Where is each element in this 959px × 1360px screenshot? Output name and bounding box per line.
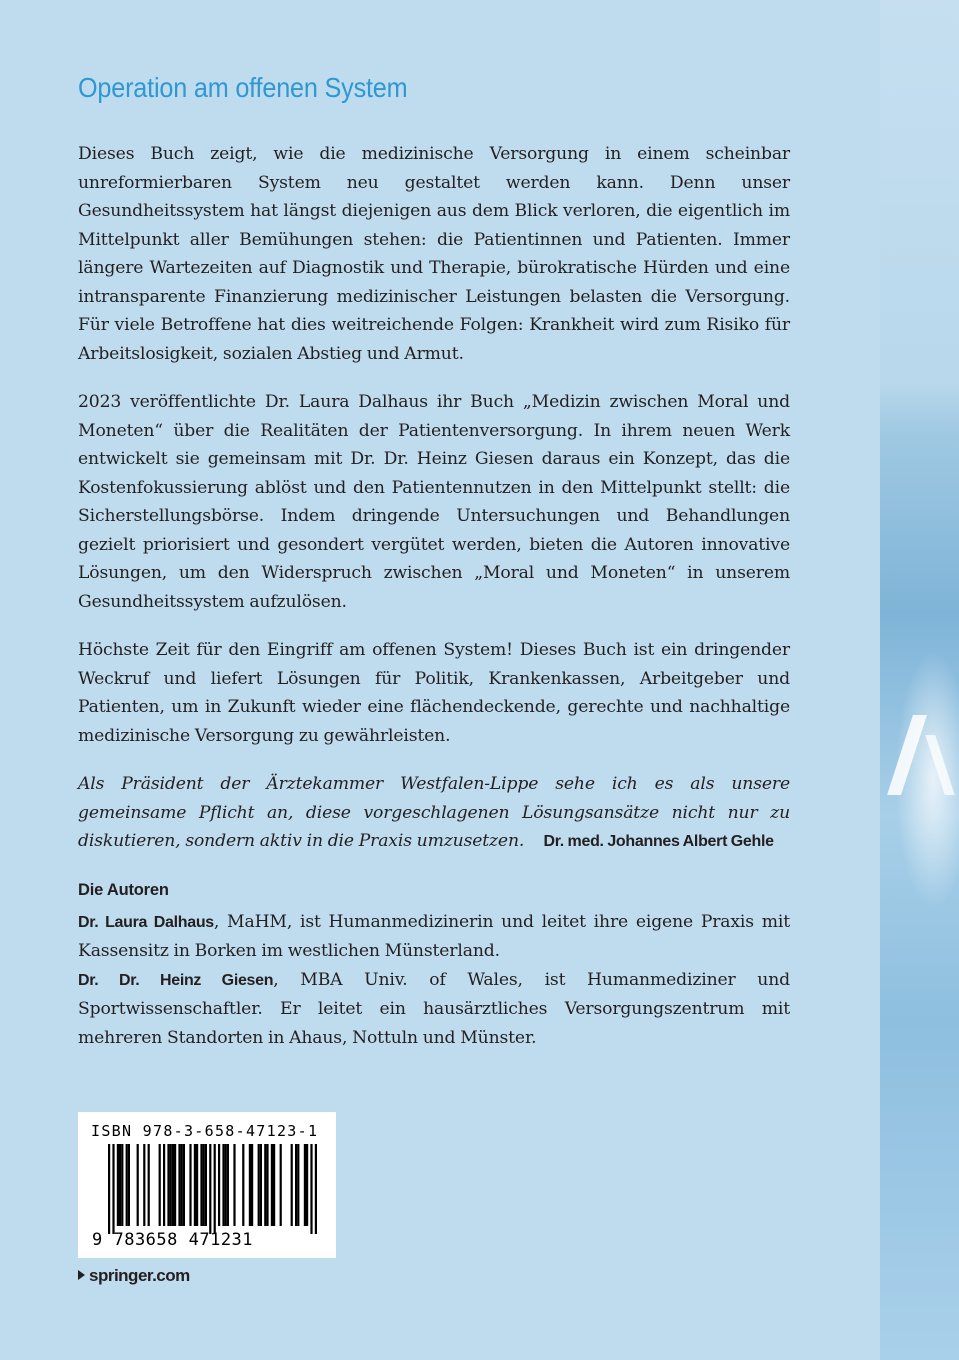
barcode-bar	[225, 1144, 227, 1226]
author-bio-text: , MaHM, ist Humanmedizinerin und leitet ihre eigene Praxis mit Kassensitz in Borken im westlichen Münsterland.	[78, 911, 790, 961]
paragraph-call: Höchste Zeit für den Eingriff am offenen System! Dieses Buch ist ein dringender Weckruf und liefert Lösungen für Politik, Krankenkassen, Arbeitgeber und Patienten, um in Zukunft wieder eine flächendeckende, gerechte und nachhaltige medizinische Versorgung zu gewährleisten.	[78, 640, 790, 746]
barcode-bar	[251, 1144, 253, 1226]
barcode-bar	[159, 1144, 161, 1226]
barcode-bar	[181, 1144, 183, 1226]
barcode-bar	[295, 1144, 297, 1226]
barcode-bar	[137, 1144, 139, 1226]
barcode-bar	[227, 1144, 229, 1226]
barcode-bar	[108, 1144, 110, 1234]
barcode-bar	[306, 1144, 308, 1226]
barcode-bar	[119, 1144, 121, 1226]
author-bio-text: , MBA Univ. of Wales, ist Humanmediziner und Sportwissenschaftler. Er leitet ein hausärztliches Versorgungszentrum mit mehreren Standorten in Ahaus, Nottuln und Münster.	[78, 969, 790, 1048]
barcode-bar	[242, 1144, 244, 1226]
publisher-link-text: springer.com	[89, 1266, 190, 1285]
barcode-bar	[218, 1144, 220, 1226]
author-bio	[78, 908, 790, 966]
barcode-bar	[194, 1144, 196, 1226]
barcode-bar	[117, 1144, 119, 1226]
author-name: Dr. Dr. Heinz Giesen	[78, 971, 274, 989]
author-name: Dr. Laura Dalhaus	[78, 913, 214, 931]
barcode-bar	[196, 1144, 198, 1226]
back-cover-text	[78, 72, 790, 1052]
authors-heading: Die Autoren	[78, 880, 169, 899]
barcode-bar	[178, 1144, 180, 1226]
barcode-bar	[266, 1144, 268, 1226]
paragraph-background: 2023 veröffentlichte Dr. Laura Dalhaus ihr Buch „Medizin zwischen Moral und Moneten“ über die Realitäten der Patientenversorgung. In ihrem neuen Werk entwickelt sie gemeinsam mit Dr. Dr. Heinz Giesen daraus ein Konzept, das die Kostenfokussierung ablöst und den Patientennutzen in den Mittelpunkt stellt: die Sicherstellungsbörse. Indem dringende Untersuchungen und Behandlungen gezielt priorisiert und gesondert vergütet werden, bieten die Autoren innovative Lösungen, um den Widerspruch zwischen „Moral und Moneten“ in unserem Gesundheitssystem aufzulösen.	[78, 392, 790, 612]
barcode-digits: 9 783658 471231	[92, 1230, 254, 1250]
barcode-bar	[170, 1144, 172, 1226]
arrow-right-icon	[78, 1270, 85, 1280]
barcode-bar	[183, 1144, 185, 1226]
publisher-link[interactable]	[78, 1266, 190, 1286]
book-title: Operation am offenen System	[78, 72, 408, 103]
quote-text: Als Präsident der Ärztekammer Westfalen-Lippe sehe ich es als unsere gemeinsame Pflicht an, diese vorgeschlagenen Lösungsansätze nicht nur zu diskutieren, sondern aktiv in die Praxis umzusetzen.	[78, 774, 790, 851]
barcode-bar	[214, 1144, 216, 1234]
barcode-bar	[209, 1144, 211, 1234]
barcode-bar	[280, 1144, 282, 1226]
barcode-bar	[167, 1144, 169, 1226]
barcode-bar	[304, 1144, 306, 1226]
barcode-bar	[297, 1144, 299, 1226]
isbn-barcode	[78, 1112, 336, 1258]
paragraph-intro: Dieses Buch zeigt, wie die medizinische Versorgung in einem scheinbar unreformierbaren System neu gestaltet werden kann. Denn unser Gesundheitssystem hat längst diejenigen aus dem Blick verloren, die eigentlich im Mittelpunkt aller Bemühungen stehen: die Patientinnen und Patienten. Immer längere Wartezeiten auf Diagnostik und Therapie, bürokratische Hürden und eine intransparente Finanzierung medizinischer Leistungen belasten die Versorgung. Für viele Betroffene hat dies weitreichende Folgen: Krankheit wird zum Risiko für Arbeitslosigkeit, sozialen Abstieg und Armut.	[78, 144, 790, 364]
barcode-bar	[315, 1144, 317, 1234]
barcode-bar	[291, 1144, 293, 1226]
endorsement-quote	[78, 770, 790, 857]
barcode-bar	[233, 1144, 235, 1226]
barcode-bar	[189, 1144, 191, 1226]
quote-author: Dr. med. Johannes Albert Gehle	[543, 833, 774, 850]
barcode-bar	[273, 1144, 275, 1226]
barcode-bar	[163, 1144, 165, 1226]
author-bio	[78, 966, 790, 1053]
barcode-bar	[143, 1144, 145, 1226]
barcode-bar	[126, 1144, 128, 1226]
barcode-bar	[258, 1144, 260, 1226]
barcode-bar	[271, 1144, 273, 1226]
barcode-bar	[203, 1144, 205, 1226]
barcode-bar	[121, 1144, 123, 1226]
barcode-bar	[172, 1144, 174, 1226]
barcode-bar	[200, 1144, 202, 1226]
barcode-bar	[222, 1144, 224, 1226]
barcode-bar	[205, 1144, 207, 1226]
barcode-bar	[310, 1144, 312, 1234]
barcode-bar	[112, 1144, 114, 1234]
barcode-bar	[148, 1144, 150, 1226]
isbn-label: ISBN 978-3-658-47123-1	[91, 1122, 319, 1140]
barcode-bar	[260, 1144, 262, 1226]
barcode-bar	[249, 1144, 251, 1226]
barcode-bar	[128, 1144, 130, 1226]
barcode-bar	[174, 1144, 176, 1226]
barcode-bar	[264, 1144, 266, 1226]
